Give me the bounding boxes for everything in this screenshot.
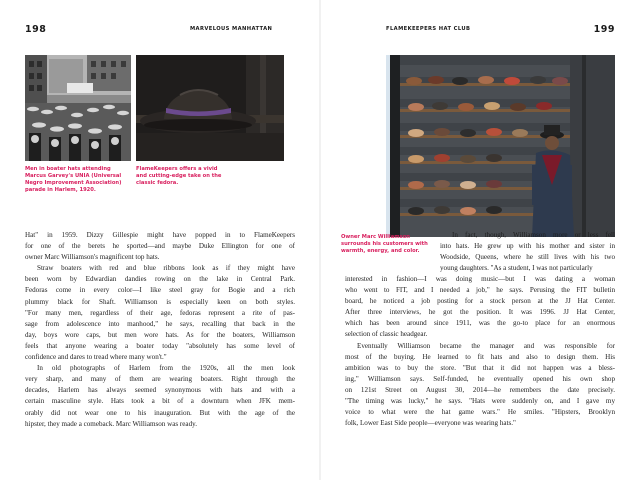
shop-interior-photo (386, 55, 615, 237)
body-text-line: which has been around since 1911, was the go-to place for an enormous (345, 319, 615, 328)
harlem-parade-caption (25, 166, 121, 194)
caption-line: parade in Harlem, 1920. (25, 187, 96, 193)
caption-line: Marcus Garvey's UNIA (Universal (25, 173, 122, 179)
body-text-line: ambition was to buy the store. "But that it did not happen was a bless- (345, 363, 615, 372)
harlem-parade-photo (25, 55, 131, 161)
body-text-line: owner Marc Williamson's magnificent top hats. (25, 253, 160, 262)
body-text-line: Eventually Williamson became the manager and was responsible for (357, 341, 615, 350)
page-gutter (319, 0, 321, 480)
caption-line: warmth, energy, and color. (341, 248, 420, 254)
body-text-line: certain masculine style. Hats took a bit of a downturn when JFK mem- (25, 397, 295, 406)
caption-line: FlameKeepers offers a vivid (136, 166, 218, 172)
body-text-line: sage from adolescence into manhood," he says, recalling that back in the (25, 319, 295, 328)
right-running-head: FLAMEKEEPERS HAT CLUB (386, 26, 471, 32)
caption-line: classic fedora. (136, 180, 179, 186)
right-body-column-top (440, 230, 615, 274)
body-text-line: Straw boaters with red and blue ribbons look as if they might have (37, 264, 295, 273)
body-text-line: into hats. He grew up with his mother and sister in (440, 242, 615, 251)
body-text-line: "For many men, regardless of their age, fedoras represent a rite of pas- (25, 308, 295, 317)
body-text-line: plummy black for Shaft. Williamson is especially keen on both styles. (25, 297, 295, 306)
body-text-line: orably did not wear one to his inauguration. But with the age of the (25, 408, 295, 417)
body-text-line: interested in fashion—I was doing music—but I was dating a woman (345, 275, 615, 283)
body-text-line: After three interviews, he got the position. It was 1996. JJ Hat Center, (345, 308, 615, 317)
body-text-line: most of the buying. He learned to fit hats and also to design them. His (345, 352, 615, 361)
body-text-line: selection of classic headgear. (345, 330, 428, 339)
caption-line: and cutting-edge take on the (136, 173, 222, 179)
body-text-line: ing," Williamson says. Self-funded, he eventually opened his own shop (345, 374, 615, 383)
body-text-line: very sharp, and many of them are wearing boaters. Right through the (25, 375, 295, 384)
body-text-line: on 121st Street on August 30, 2014—he remembers the date precisely. (345, 385, 615, 394)
right-body-column (345, 274, 615, 429)
fedora-caption (136, 166, 221, 187)
body-text-line: Hat" in 1959. Dizzy Gillespie might have popped in to FlameKeepers (25, 231, 295, 239)
caption-line: Owner Marc Williamson (341, 234, 410, 240)
fedora-photo (136, 55, 284, 161)
right-page-number: 199 (593, 24, 615, 35)
body-text-line: "The timing was lucky," he says. "Hats were suddenly on, and I gave my (345, 397, 615, 406)
body-text-line: Fedoras come in every color—I like steel gray for Bogie and a rich (25, 286, 295, 295)
body-text-line: day, boys wore caps, but men wore hats. As for the boaters, Williamson (25, 330, 295, 339)
body-text-line: board, he noticed a job posting for a stock person at the JJ Hat Center. (345, 297, 615, 306)
caption-line: Negro Improvement Association) (25, 180, 122, 186)
caption-line: Men in boater hats attending (25, 166, 111, 172)
left-page-number: 198 (25, 24, 47, 35)
left-body-column (25, 230, 295, 430)
left-running-head: MARVELOUS MANHATTAN (190, 26, 273, 32)
body-text-line: decades, Harlem has always seemed synonymous with hats and with a (25, 386, 295, 395)
body-text-line: young daughters. "As a student, I was not particularly (440, 264, 593, 273)
body-text-line: been worn by Edwardian dandies rowing on the lake in Central Park. (25, 275, 295, 284)
body-text-line: In old photographs of Harlem from the 1920s, all the men look (37, 364, 295, 373)
body-text-line: who went to FIT, and I needed a job," he says. Perusing the FIT bulletin (345, 286, 615, 295)
body-text-line: folk, Lower East Side people—everyone was wearing hats." (345, 419, 516, 428)
owner-caption (341, 234, 428, 255)
caption-line: surrounds his customers with (341, 241, 428, 247)
body-text-line: hipster, they made a comeback. Marc Williamson was ready. (25, 419, 197, 428)
body-text-line: In fact, though, Williamson more or less fell (452, 231, 615, 239)
body-text-line: confidence and dares to tread where many won't." (25, 353, 167, 362)
body-text-line: for one of the berets he sported—and maybe Duke Ellington for one of (25, 242, 295, 251)
body-text-line: Woodside, Queens, where he still lives with his two (440, 253, 615, 262)
body-text-line: voice to what were the hat game wars." He smiles. "Hipsters, Brooklyn (345, 408, 615, 417)
body-text-line: feels that anyone wearing a boater today "absolutely has some level of (25, 341, 295, 350)
